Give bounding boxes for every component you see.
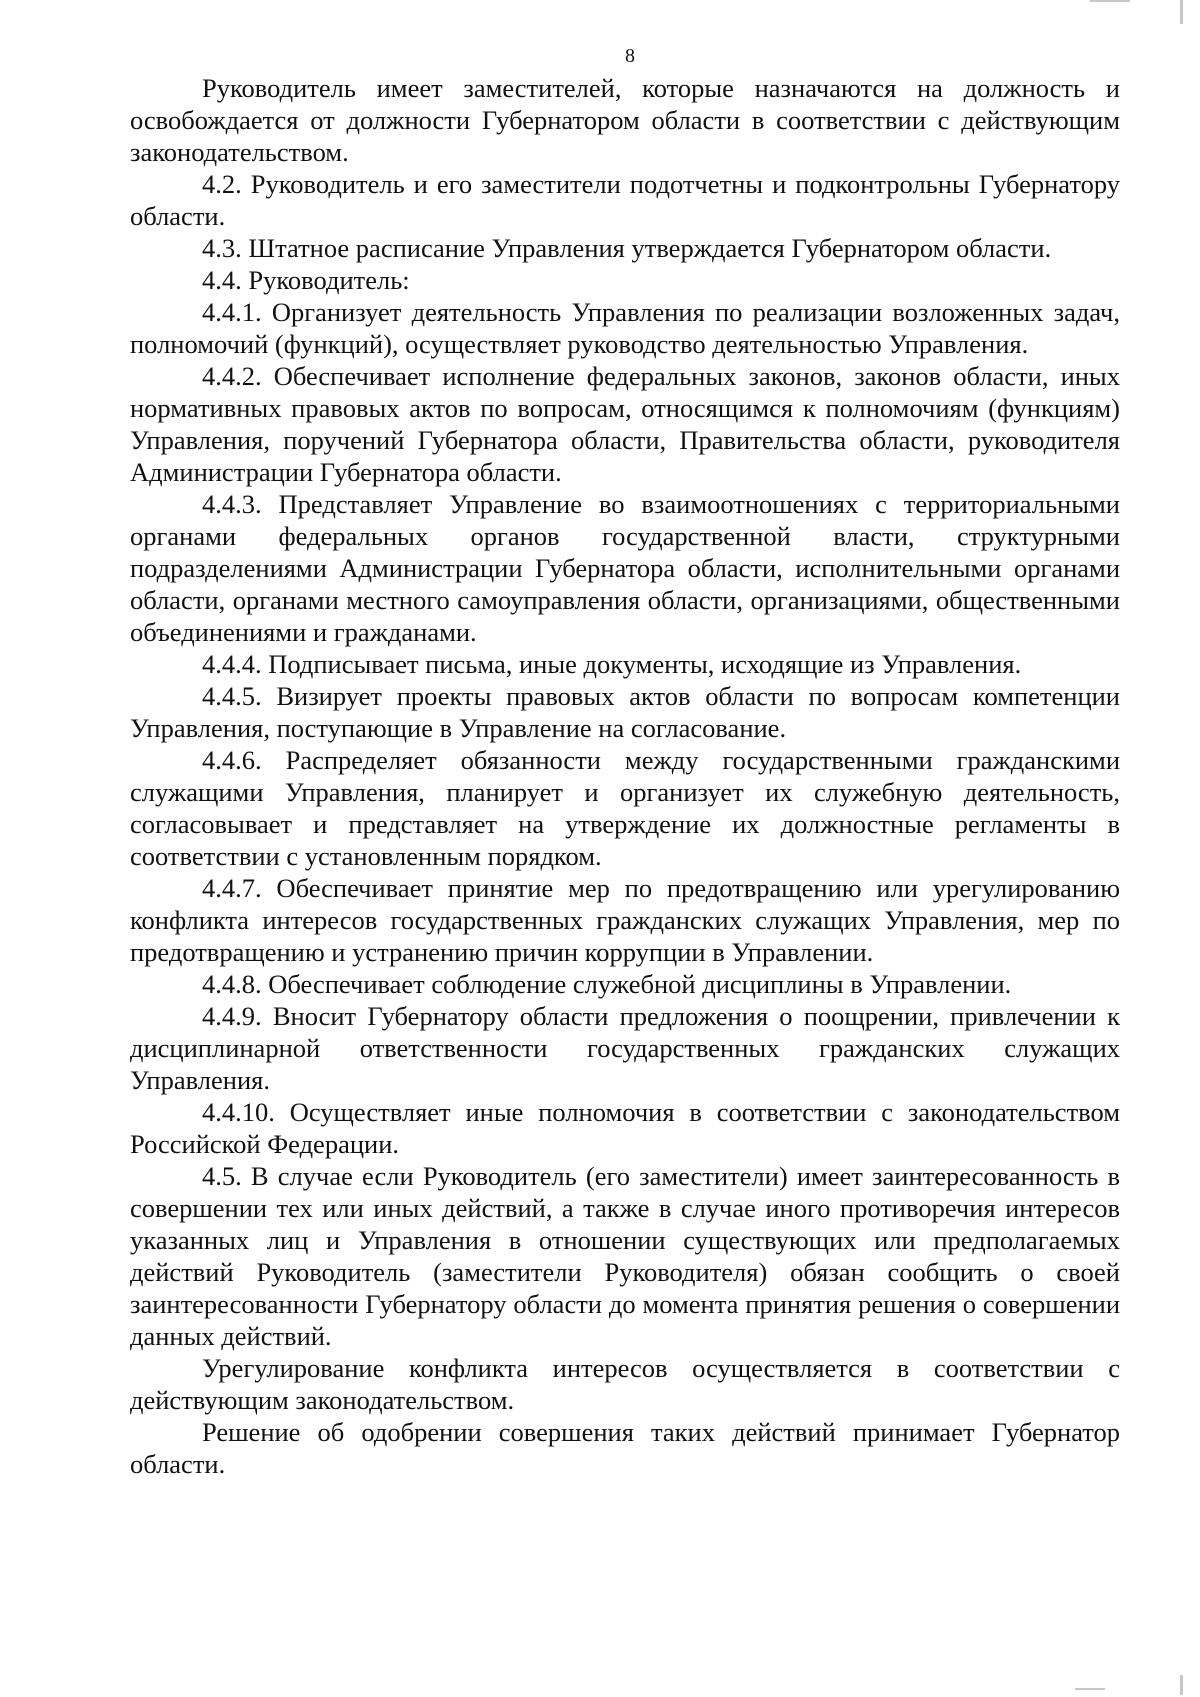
scan-artifact bbox=[1180, 1675, 1183, 1695]
paragraph-4-4: 4.4. Руководитель: bbox=[202, 265, 410, 295]
paragraph-4-4-3: 4.4.3. Представляет Управление во взаимоотношениях с территориальными органами федеральных органов государственной власти, структурными подразделениями Администрации Губернатора области, исполнительными органами области, органами местного самоуправления области, организациями, общественными объединениями и гражданами. bbox=[130, 489, 1120, 647]
paragraph-4-4-5: 4.4.5. Визирует проекты правовых актов области по вопросам компетенции Управления, поступающие в Управление на согласование. bbox=[130, 681, 1120, 743]
paragraph-4-3: 4.3. Штатное расписание Управления утверждается Губернатором области. bbox=[202, 233, 1052, 263]
paragraph-approval: Решение об одобрении совершения таких действий принимает Губернатор области. bbox=[130, 1417, 1120, 1479]
paragraph-4-4-10: 4.4.10. Осуществляет иные полномочия в соответствии с законодательством Российской Федерации. bbox=[130, 1097, 1120, 1159]
scan-artifact bbox=[1075, 1688, 1105, 1690]
scan-artifact bbox=[1180, 0, 1183, 24]
paragraph-4-5: 4.5. В случае если Руководитель (его заместители) имеет заинтересованность в совершении тех или иных действий, а также в случае иного противоречия интересов указанных лиц и Управления в отношении существующих или предполагаемых действий Руководитель (заместители Руководителя) обязан сообщить о своей заинтересованности Губернатору области до момента принятия решения о совершении данных действий. bbox=[130, 1161, 1120, 1351]
paragraph-4-2: 4.2. Руководитель и его заместители подотчетны и подконтрольны Губернатору области. bbox=[130, 169, 1120, 231]
paragraph-4-4-1: 4.4.1. Организует деятельность Управления по реализации возложенных задач, полномочий (функций), осуществляет руководство деятельностью Управления. bbox=[130, 297, 1120, 359]
document-body bbox=[130, 72, 1120, 1480]
paragraph-4-4-7: 4.4.7. Обеспечивает принятие мер по предотвращению или урегулированию конфликта интересов государственных гражданских служащих Управления, мер по предотвращению и устранению причин коррупции в Управлении. bbox=[130, 873, 1120, 967]
paragraph-4-4-4: 4.4.4. Подписывает письма, иные документы, исходящие из Управления. bbox=[202, 649, 1022, 679]
paragraph-conflict-resolution: Урегулирование конфликта интересов осуществляется в соответствии с действующим законодательством. bbox=[130, 1353, 1120, 1415]
paragraph-4-4-2: 4.4.2. Обеспечивает исполнение федеральных законов, законов области, иных нормативных правовых актов по вопросам, относящимся к полномочиям (функциям) Управления, поручений Губернатора области, Правительства области, руководителя Администрации Губернатора области. bbox=[130, 361, 1120, 487]
scan-artifact bbox=[1090, 0, 1130, 2]
paragraph-4-4-9: 4.4.9. Вносит Губернатору области предложения о поощрении, привлечении к дисциплинарной ответственности государственных гражданских служащих Управления. bbox=[130, 1001, 1120, 1095]
paragraph-4-4-8: 4.4.8. Обеспечивает соблюдение служебной дисциплины в Управлении. bbox=[202, 969, 1012, 999]
paragraph-intro: Руководитель имеет заместителей, которые назначаются на должность и освобождается от должности Губернатором области в соответствии с действующим законодательством. bbox=[130, 73, 1120, 167]
paragraph-4-4-6: 4.4.6. Распределяет обязанности между государственными гражданскими служащими Управления, планирует и организует их служебную деятельность, согласовывает и представляет на утверждение их должностные регламенты в соответствии с установленным порядком. bbox=[130, 745, 1120, 871]
page-number: 8 bbox=[625, 45, 635, 67]
